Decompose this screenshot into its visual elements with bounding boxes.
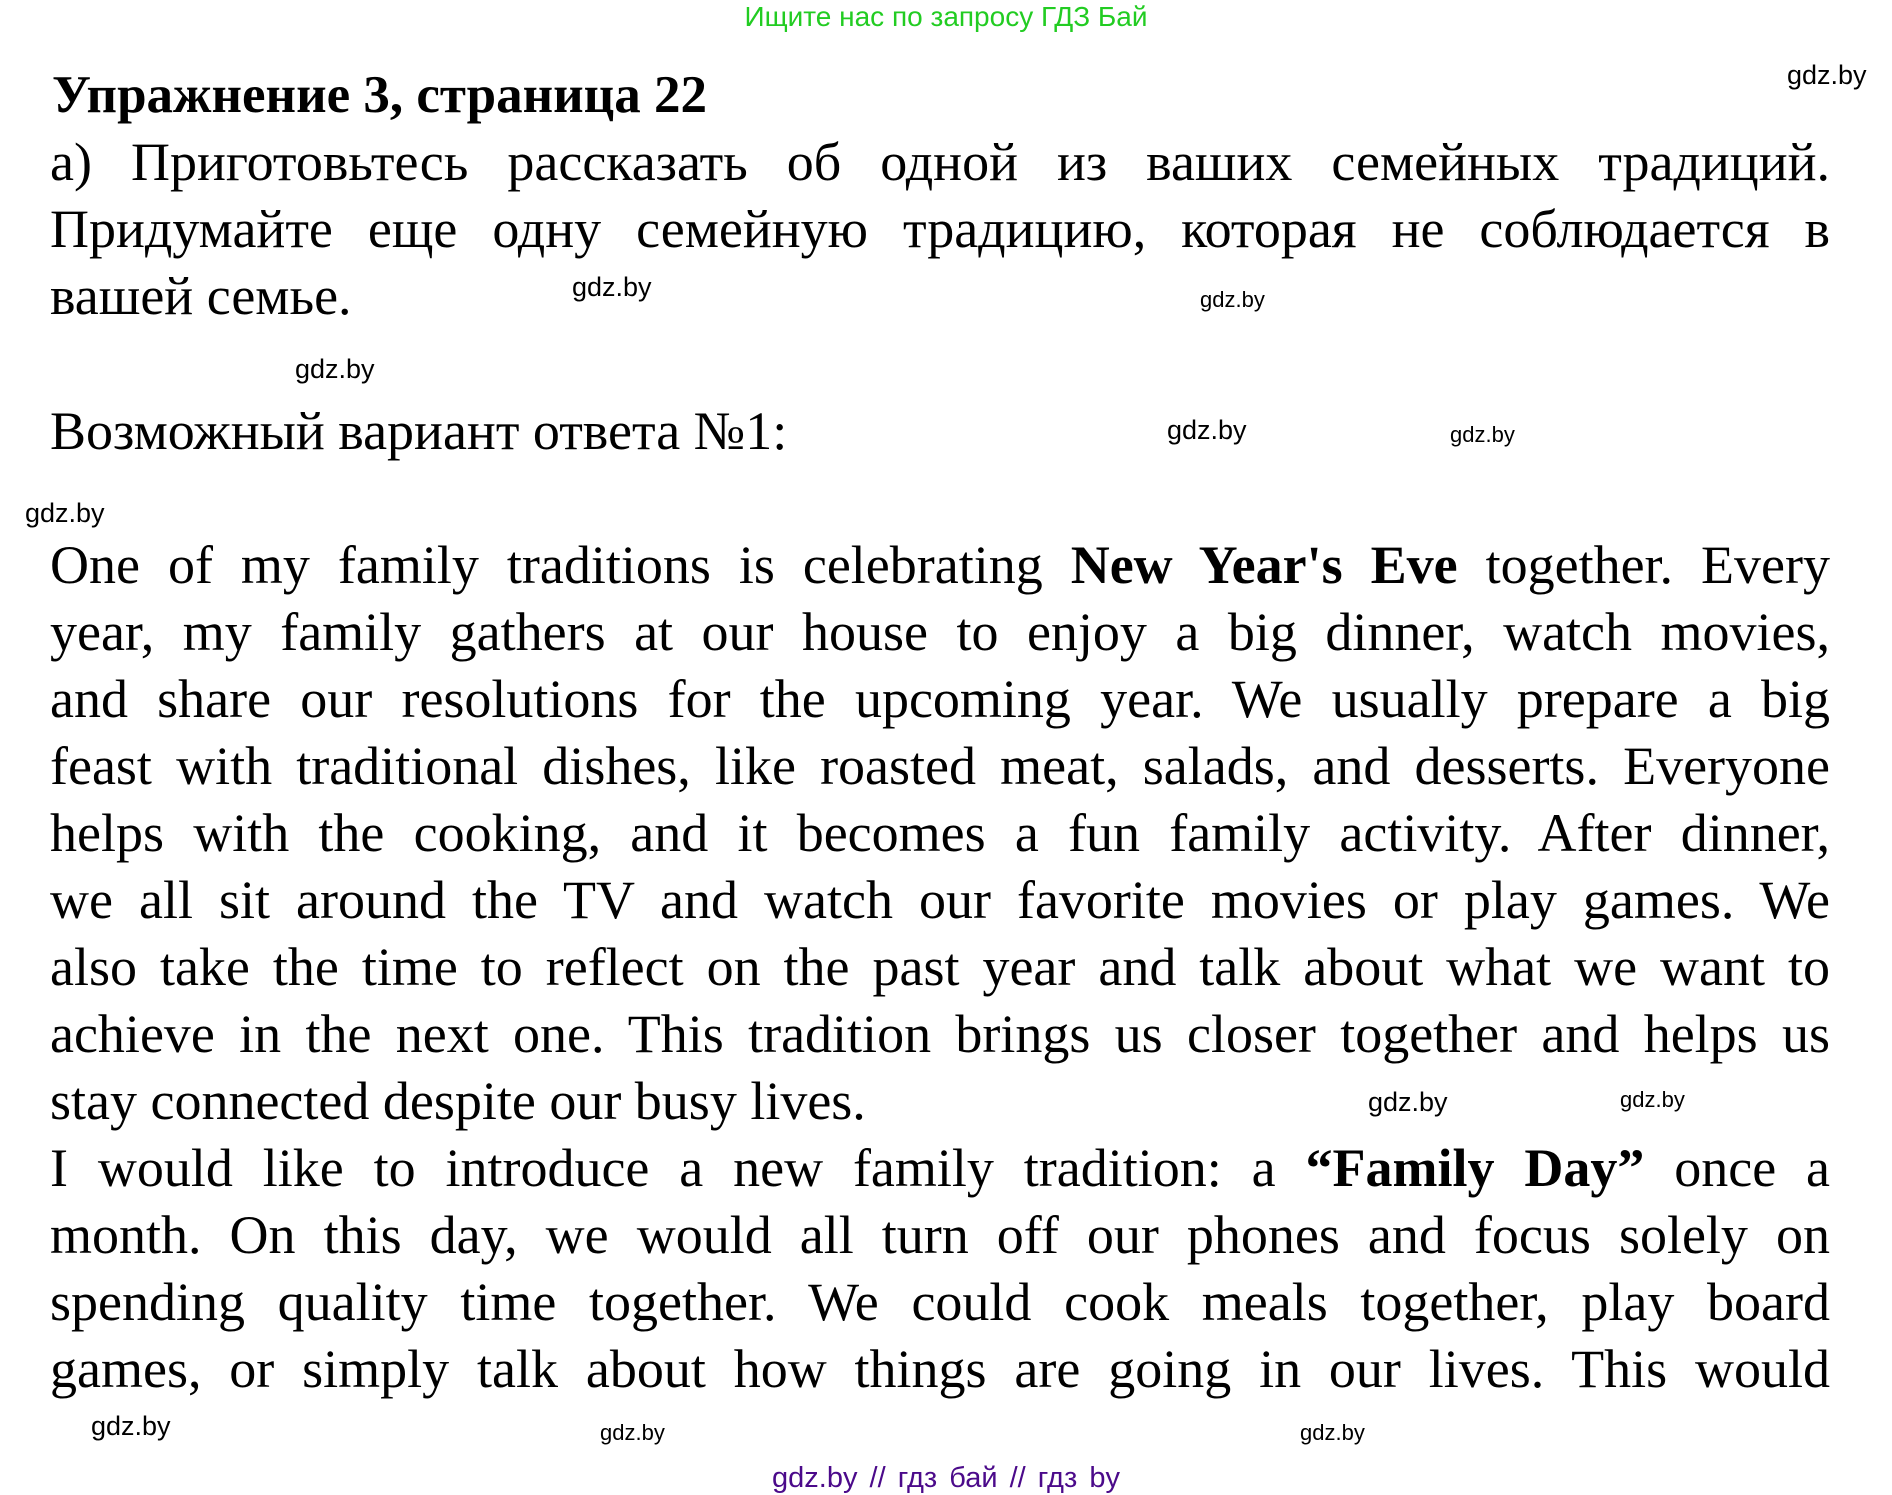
text-line bbox=[50, 934, 1830, 1001]
text-line bbox=[50, 733, 1830, 800]
text-segment: we all sit around the TV and watch our favorite movies or play games. We bbox=[50, 870, 1830, 930]
text-segment: once a bbox=[1644, 1138, 1830, 1198]
text-segment: achieve in the next one. This tradition brings us closer together and helps us bbox=[50, 1004, 1830, 1064]
watermark: gdz.by bbox=[1450, 422, 1515, 447]
bold-phrase: “Family Day” bbox=[1305, 1138, 1645, 1198]
text-line bbox=[50, 1001, 1830, 1068]
text-line bbox=[50, 800, 1830, 867]
text-segment: вашей семье. bbox=[50, 266, 352, 326]
watermark: gdz.by bbox=[295, 354, 375, 384]
text-segment: spending quality time together. We could cook meals together, play board bbox=[50, 1272, 1830, 1332]
text-segment: feast with traditional dishes, like roasted meat, salads, and desserts. Everyone bbox=[50, 736, 1830, 796]
watermark: gdz.by bbox=[91, 1411, 171, 1441]
text-line bbox=[50, 1202, 1830, 1269]
text-segment: stay connected despite our busy lives. bbox=[50, 1071, 866, 1131]
text-line bbox=[50, 1336, 1830, 1403]
watermark: gdz.by bbox=[1368, 1087, 1448, 1117]
watermark: gdz.by bbox=[1300, 1420, 1365, 1445]
text-line bbox=[50, 263, 352, 330]
text-line bbox=[50, 666, 1830, 733]
text-segment: а) Приготовьтесь рассказать об одной из ваших семейных традиций. bbox=[50, 132, 1830, 192]
text-line bbox=[50, 129, 1830, 196]
watermark: gdz.by bbox=[25, 498, 105, 528]
text-segment: I would like to introduce a new family tradition: a bbox=[50, 1138, 1306, 1198]
text-line bbox=[50, 599, 1830, 666]
watermark: gdz.by bbox=[1620, 1087, 1685, 1112]
text-line bbox=[50, 532, 1830, 599]
bold-phrase: New Year's Eve bbox=[1070, 535, 1458, 595]
answer-paragraph-2 bbox=[50, 1135, 1830, 1403]
task-text bbox=[50, 129, 1830, 330]
text-line bbox=[50, 1135, 1830, 1202]
search-banner: Ищите нас по запросу ГДЗ Бай bbox=[744, 1, 1148, 32]
answer-paragraph-1 bbox=[50, 532, 1830, 1135]
text-line bbox=[50, 196, 1830, 263]
text-segment: Придумайте еще одну семейную традицию, которая не соблюдается в bbox=[50, 199, 1830, 259]
watermark: gdz.by bbox=[1167, 415, 1247, 445]
text-segment: One of my family traditions is celebrating bbox=[50, 535, 1071, 595]
text-segment: and share our resolutions for the upcoming year. We usually prepare a big bbox=[50, 669, 1830, 729]
watermark: gdz.by bbox=[600, 1420, 665, 1445]
text-segment: year, my family gathers at our house to enjoy a big dinner, watch movies, bbox=[50, 602, 1830, 662]
watermark: gdz.by bbox=[572, 272, 652, 302]
text-segment: games, or simply talk about how things are going in our lives. This would bbox=[50, 1339, 1830, 1399]
text-segment: together. Every bbox=[1457, 535, 1830, 595]
answer-label: Возможный вариант ответа №1: bbox=[50, 401, 788, 461]
text-line bbox=[50, 1068, 866, 1135]
watermark: gdz.by bbox=[1787, 60, 1867, 90]
text-line bbox=[50, 1269, 1830, 1336]
page-title: Упражнение 3, страница 22 bbox=[52, 66, 707, 124]
text-segment: month. On this day, we would all turn off our phones and focus solely on bbox=[50, 1205, 1830, 1265]
text-segment: helps with the cooking, and it becomes a fun family activity. After dinner, bbox=[50, 803, 1830, 863]
footer-links: gdz.by // гдз бай // гдз by bbox=[772, 1462, 1120, 1494]
watermark: gdz.by bbox=[1200, 287, 1265, 312]
text-line bbox=[50, 867, 1830, 934]
text-segment: also take the time to reflect on the past year and talk about what we want to bbox=[50, 937, 1830, 997]
